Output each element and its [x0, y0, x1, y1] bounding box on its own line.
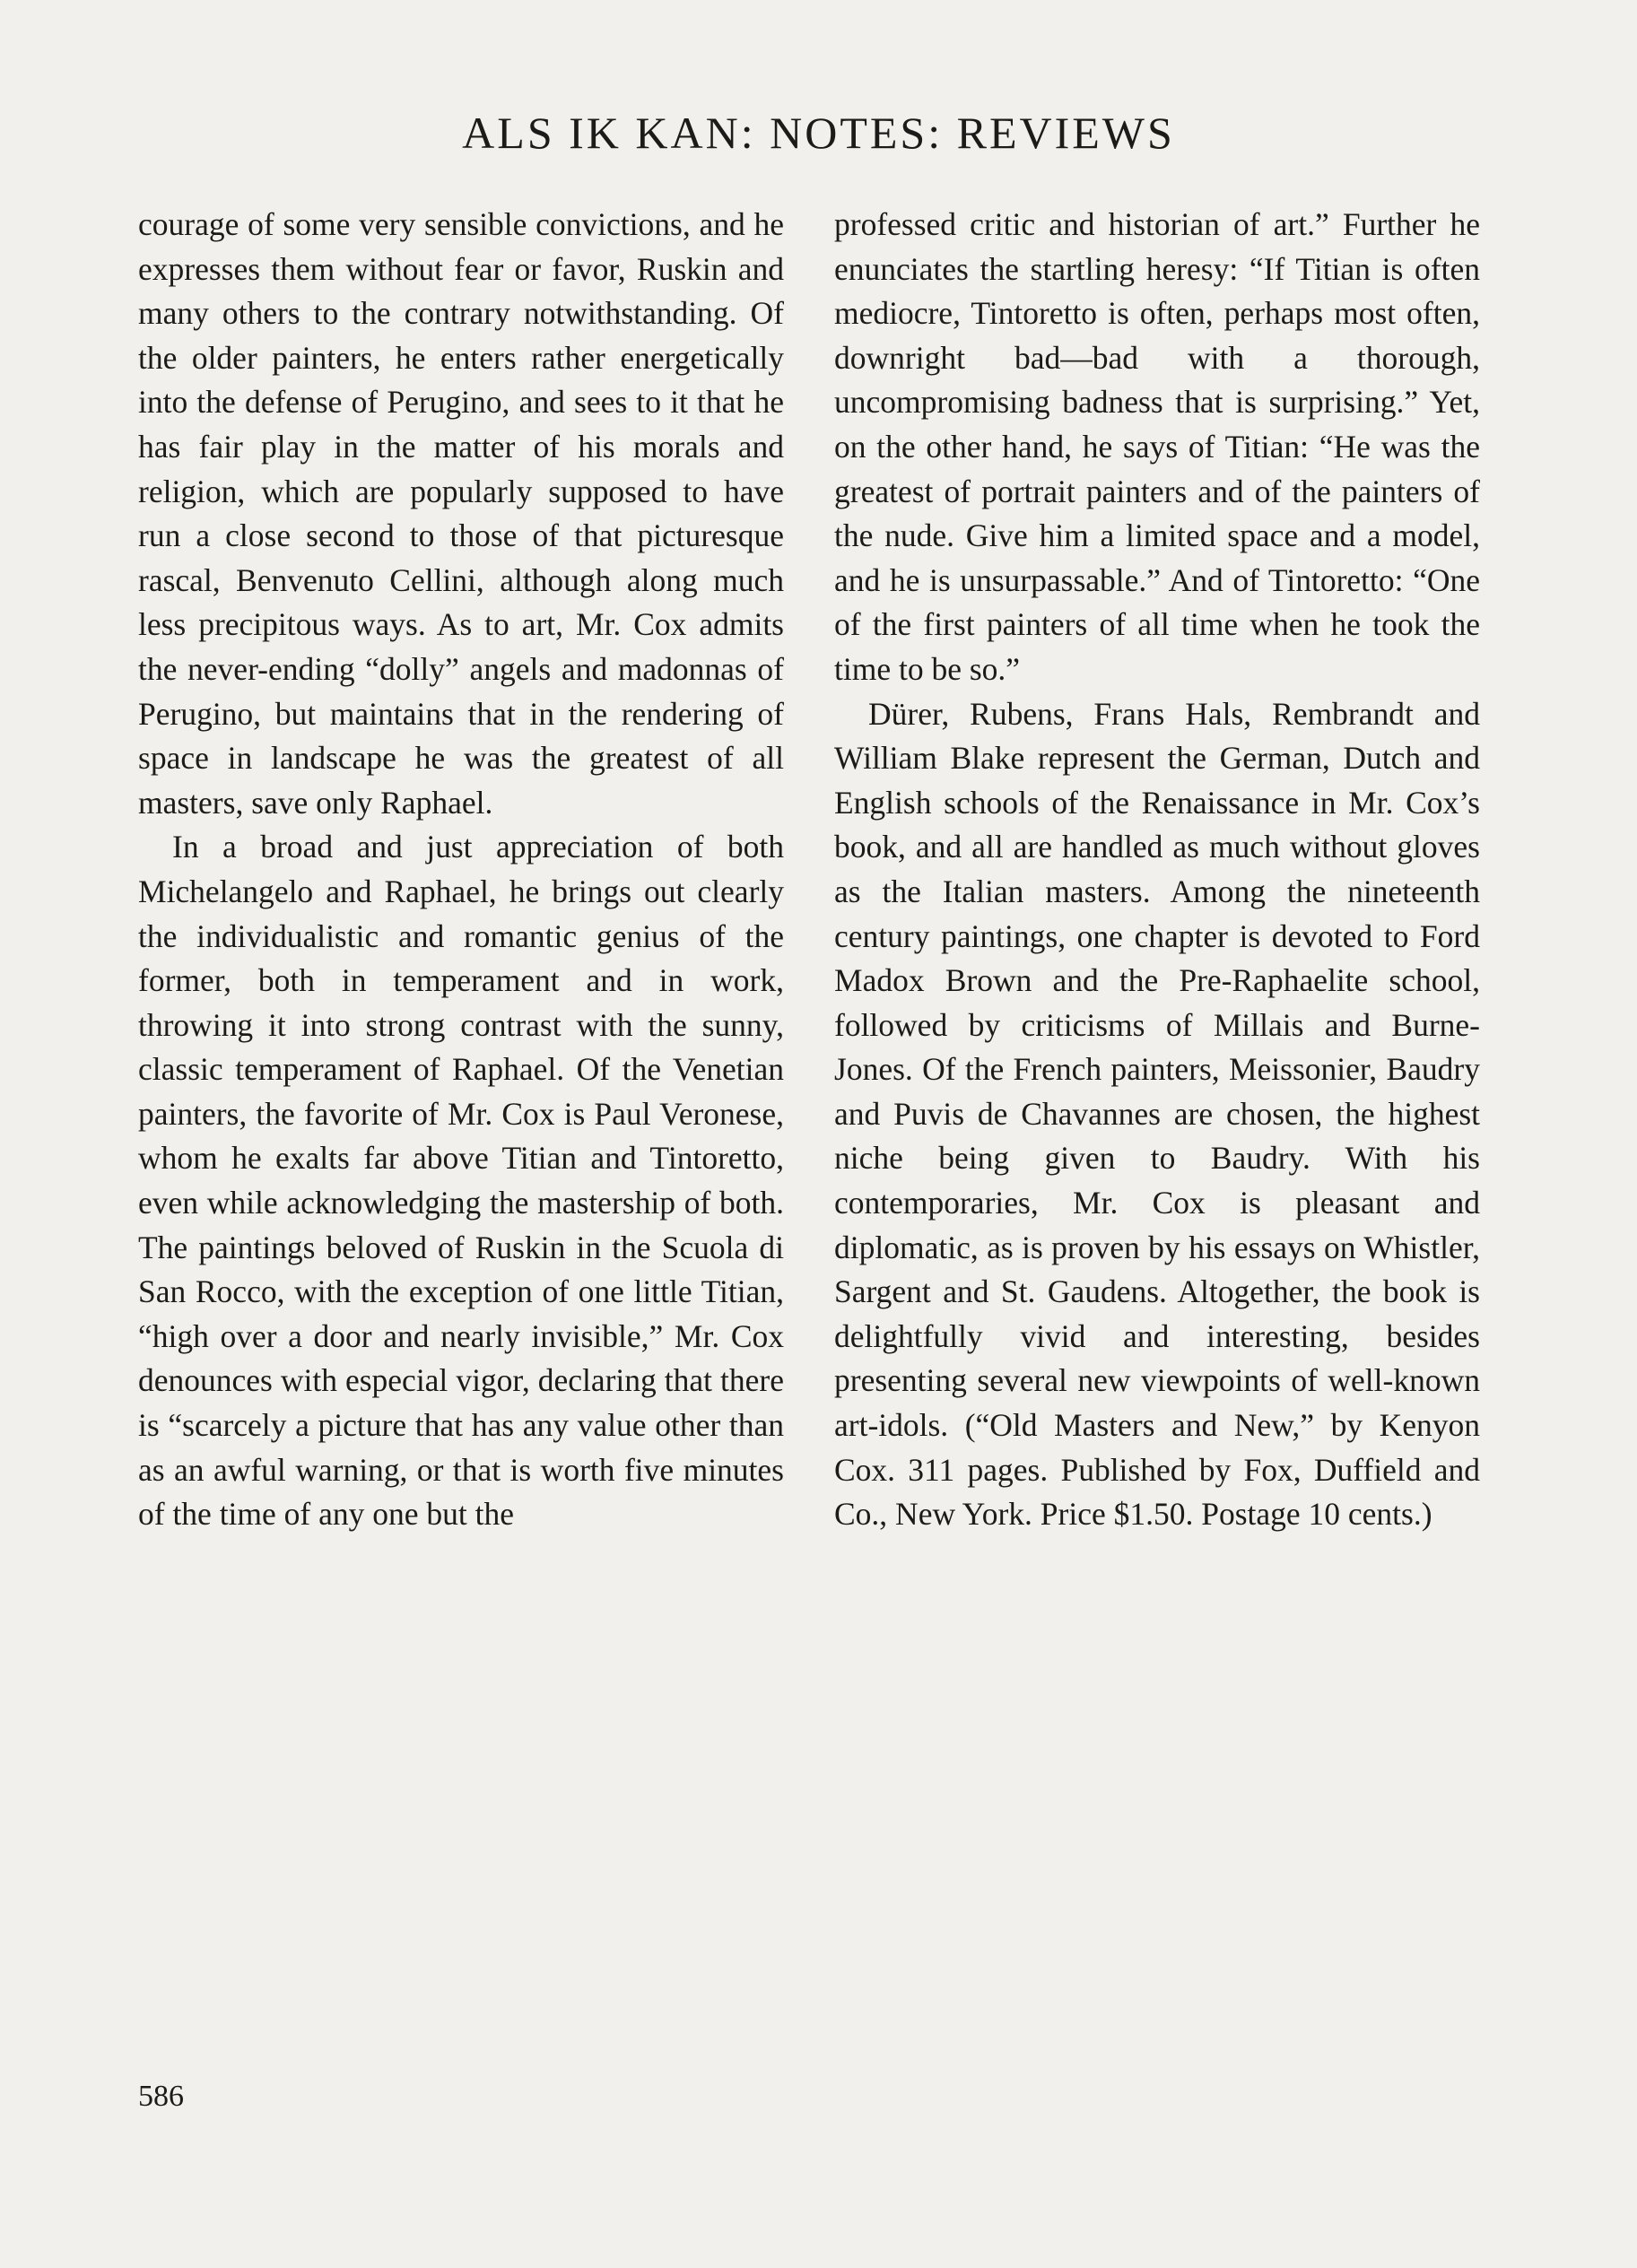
page-number: 586: [138, 2080, 184, 2113]
paragraph-michelangelo-raphael: In a broad and just appreciation of both Michelangelo and Raphael, he brings out clearly the individualistic and romantic genius of the former, both in temperament and in work, throwing it into strong contrast with the sunny, classic temperament of Raphael. Of the Venetian painters, the favorite of Mr. Cox is Paul Veronese, whom he exalts far above Titian and Tintoretto, even while acknowledging the mastership of both. The paintings beloved of Ruskin in the Scuola di San Rocco, with the exception of one little Titian, “high over a door and nearly invisible,” Mr. Cox denounces with especial vigor, declaring that there is “scarcely a picture that has any value other than as an awful warning, or that is worth five minutes of the time of any one but the: [138, 829, 784, 1533]
paragraph-titian-tintoretto: professed critic and historian of art.” Further he enunciates the startling heresy: “If Titian is often mediocre, Tintoretto is often, perhaps most often, downright bad—bad with a thorough, uncompromising badness that is surprising.” Yet, on the other hand, he says of Titian: “He was the greatest of portrait painters and of the painters of the nude. Give him a limited space and a model, and he is unsurpassable.” And of Tintoretto: “One of the first painters of all time when he took the time to be so.”: [834, 206, 1480, 687]
right-column: [834, 203, 1480, 1537]
running-title: ALS IK KAN: NOTES: REVIEWS: [462, 108, 1175, 158]
left-column: [138, 203, 784, 1537]
paragraph-continued: courage of some very sensible convictions, and he expresses them without fear or favor, Ruskin and many others to the contrary notwithstanding. Of the older painters, he enters rather energetically into the defense of Perugino, and sees to it that he has fair play in the matter of his morals and religion, which are popularly supposed to have run a close second to those of that picturesque rascal, Benvenuto Cellini, although along much less precipitous ways. As to art, Mr. Cox admits the never-ending “dolly” angels and madonnas of Perugino, but maintains that in the rendering of space in landscape he was the greatest of all masters, save only Raphael.: [138, 206, 784, 821]
paragraph-northern-schools: Dürer, Rubens, Frans Hals, Rembrandt and William Blake represent the German, Dutch and English schools of the Renaissance in Mr. Cox’s book, and all are handled as much without gloves as the Italian masters. Among the nineteenth century paintings, one chapter is devoted to Ford Madox Brown and the Pre-Raphaelite school, followed by criticisms of Millais and Burne-Jones. Of the French painters, Meissonier, Baudry and Puvis de Chavannes are chosen, the highest niche being given to Baudry. With his contemporaries, Mr. Cox is pleasant and diplomatic, as is proven by his essays on Whistler, Sargent and St. Gaudens. Altogether, the book is delightfully vivid and interesting, besides presenting several new viewpoints of well-known art-idols. (“Old Masters and New,” by Kenyon Cox. 311 pages. Published by Fox, Duffield and Co., New York. Price $1.50. Postage 10 cents.): [834, 695, 1480, 1533]
